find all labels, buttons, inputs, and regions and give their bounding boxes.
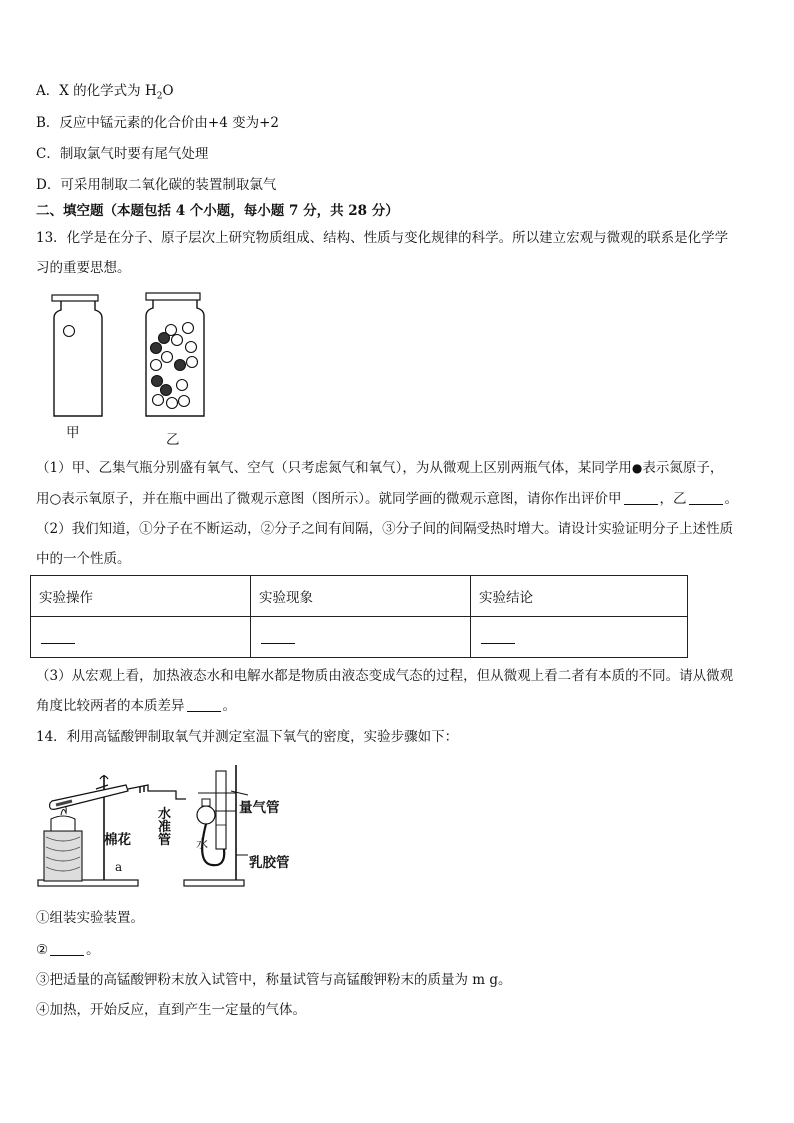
q13-part2-line2: 中的一个性质。 xyxy=(36,551,131,567)
q13-intro-line1: 13．化学是在分子、原子层次上研究物质组成、结构、性质与变化规律的科学。所以建立宏观与微观的联系是化学学 xyxy=(36,230,729,246)
label-cotton: 棉花 xyxy=(104,832,131,848)
text: ，乙 xyxy=(659,491,687,507)
text: 角度比较两者的本质差异 xyxy=(36,698,185,714)
answer-blank[interactable] xyxy=(41,629,75,644)
text: 表示氮原子， xyxy=(642,460,724,476)
experiment-table xyxy=(30,575,688,658)
cell-operation[interactable] xyxy=(31,617,251,658)
bottle-right xyxy=(146,293,204,416)
cell-conclusion[interactable] xyxy=(471,617,688,658)
label-a: a xyxy=(115,860,123,874)
text: 。 xyxy=(222,698,236,714)
q13-intro-line2: 习的重要思想。 xyxy=(36,260,131,276)
answer-blank[interactable] xyxy=(261,629,295,644)
option-c: C．制取氯气时要有尾气处理 xyxy=(36,146,209,162)
text: 。 xyxy=(724,491,739,507)
bottle-left-label: 甲 xyxy=(66,425,80,441)
q13-part2-line1: （2）我们知道，①分子在不断运动，②分子之间有间隔，③分子间的间隔受热时增大。请设计实验证明分子上述性质 xyxy=(36,521,734,537)
oxygen-atom xyxy=(64,326,75,337)
answer-blank[interactable] xyxy=(481,629,515,644)
hollow-circle-icon: ○ xyxy=(49,491,62,507)
option-a xyxy=(36,81,174,107)
table-header-row xyxy=(31,576,688,617)
label-gas-tube: 量气管 xyxy=(239,800,280,816)
q14-intro: 14．利用高锰酸钾制取氧气并测定室温下氧气的密度，实验步骤如下： xyxy=(36,729,459,745)
label-water: 水 xyxy=(196,837,209,851)
answer-blank[interactable] xyxy=(689,490,723,505)
label-rubber-tube: 乳胶管 xyxy=(249,855,290,871)
text: ② xyxy=(36,942,49,958)
option-b: B．反应中锰元素的化合价由+4 变为+2 xyxy=(36,115,280,131)
answer-blank[interactable] xyxy=(50,941,84,956)
subscript: 2 xyxy=(156,91,163,102)
section-title: 二、填空题（本题包括 4 个小题，每小题 7 分，共 28 分） xyxy=(36,203,399,219)
header-phenomenon: 实验现象 xyxy=(251,576,471,617)
q14-step2 xyxy=(36,940,100,960)
q13-part1-line1 xyxy=(36,458,723,478)
header-operation: 实验操作 xyxy=(31,576,251,617)
bottle-left xyxy=(52,295,102,416)
bottle-right-label: 乙 xyxy=(166,432,180,448)
cell-phenomenon[interactable] xyxy=(251,617,471,658)
filled-circle-icon: ● xyxy=(631,461,643,475)
option-a-tail: O xyxy=(162,83,174,99)
q13-part1-line2 xyxy=(36,489,738,509)
q14-step1: ①组装实验装置。 xyxy=(36,910,144,926)
answer-blank[interactable] xyxy=(187,697,221,712)
option-a-text: A．X 的化学式为 H xyxy=(36,83,157,99)
q14-step4: ④加热，开始反应，直到产生一定量的气体。 xyxy=(36,1002,306,1018)
table-row xyxy=(31,617,688,658)
text: （1）甲、乙集气瓶分别盛有氧气、空气（只考虑氮气和氧气），为从微观上区别两瓶气体，某同学用 xyxy=(36,460,632,476)
option-d: D．可采用制取二氧化碳的装置制取氯气 xyxy=(36,177,277,193)
text: 。 xyxy=(86,942,100,958)
text: 用 xyxy=(36,491,50,507)
label-level-tube: 水准管 xyxy=(158,807,172,848)
q14-step3: ③把适量的高锰酸钾粉末放入试管中，称量试管与高锰酸钾粉末的质量为 m g。 xyxy=(36,972,512,988)
text: 表示氧原子，并在瓶中画出了微观示意图（图所示）。就同学画的微观示意图，请你作出评价甲 xyxy=(61,491,622,507)
q13-part3-line1: （3）从宏观上看，加热液态水和电解水都是物质由液态变成气态的过程，但从微观上看二者有本质的不同。请从微观 xyxy=(36,668,734,684)
q13-part3-line2 xyxy=(36,696,236,716)
header-conclusion: 实验结论 xyxy=(471,576,688,617)
answer-blank[interactable] xyxy=(624,490,658,505)
